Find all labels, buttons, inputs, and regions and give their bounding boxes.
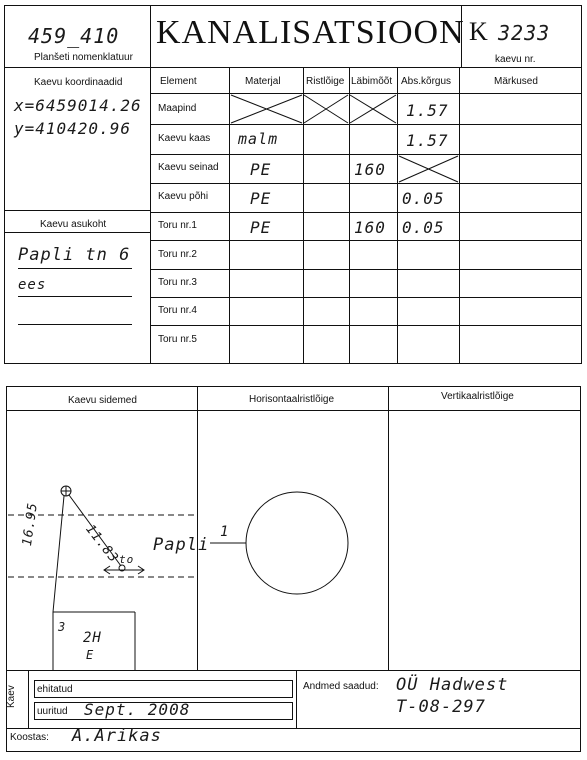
page-title: KANALISATSIOON	[156, 14, 465, 51]
section-ties-label: Kaevu sidemed	[68, 395, 137, 406]
row-label-kaevu-pohi: Kaevu põhi	[158, 191, 209, 202]
col-header-material: Materjal	[245, 76, 281, 87]
row-label-toru-2: Toru nr.2	[158, 249, 197, 260]
building-label: 2H	[83, 630, 102, 646]
col-line-3	[349, 67, 350, 364]
footer-mid-divider	[296, 670, 297, 728]
pipe-number-label: 1	[220, 524, 230, 540]
row-label-toru-4: Toru nr.4	[158, 305, 197, 316]
cell-kaas-material: malm	[238, 130, 279, 148]
cell-toru1-material: PE	[250, 218, 272, 237]
tie-distance-2: 11.83	[82, 522, 122, 567]
footer-kaev-divider	[28, 670, 29, 728]
row-label-toru-3: Toru nr.3	[158, 277, 197, 288]
coords-label: Kaevu koordinaadid	[34, 77, 123, 88]
cell-pohi-height: 0.05	[402, 189, 445, 208]
street-name-label: Papli	[153, 535, 210, 555]
compiled-value: A.Arikas	[72, 726, 162, 746]
k-letter: K	[469, 17, 488, 46]
sections-header-line	[6, 410, 581, 411]
header-divider-left	[150, 5, 151, 364]
col-header-section: Ristlõige	[306, 76, 345, 87]
building-corner-label: 3	[58, 620, 67, 634]
row-line-1	[150, 124, 582, 125]
surveyed-label: uuritud	[37, 706, 68, 717]
location-line2: ees	[18, 277, 47, 293]
cell-kaas-height: 1.57	[406, 131, 449, 150]
cell-toru1-height: 0.05	[402, 218, 445, 237]
built-label: ehitatud	[37, 684, 73, 695]
section-horizontal-label: Horisontaalristlõige	[249, 394, 335, 405]
col-header-element: Element	[160, 76, 197, 87]
coord-y: y=410420.96	[14, 119, 131, 138]
col-header-height: Abs.kõrgus	[401, 76, 452, 87]
row-label-maapind: Maapind	[158, 103, 197, 114]
row-line-4	[150, 212, 582, 213]
cell-seinad-material: PE	[250, 160, 272, 179]
row-line-7	[150, 297, 582, 298]
sheet-label: Planšeti nomenklatuur	[34, 52, 133, 63]
row-line-3	[150, 183, 582, 184]
well-number: 3233	[498, 21, 551, 45]
row-label-kaevu-kaas: Kaevu kaas	[158, 133, 211, 144]
location-underline-2	[18, 296, 132, 297]
left-panel-divider	[4, 210, 150, 211]
row-label-toru-5: Toru nr.5	[158, 334, 197, 345]
header-bottom-line	[4, 67, 582, 68]
well-to-label: to	[119, 553, 135, 566]
cell-toru1-diameter: 160	[354, 218, 386, 237]
row-line-8	[150, 325, 582, 326]
section-divider-1	[197, 386, 198, 670]
section-vertical-label: Vertikaalristlõige	[441, 391, 514, 402]
row-label-toru-1: Toru nr.1	[158, 220, 197, 231]
col-line-1	[229, 67, 230, 364]
well-label: kaevu nr.	[495, 54, 536, 65]
compiled-label: Koostas:	[10, 732, 49, 743]
building-sub-label: E	[86, 648, 95, 662]
section-divider-2	[388, 386, 389, 670]
row-line-2	[150, 154, 582, 155]
cell-pohi-material: PE	[250, 189, 272, 208]
row-line-6	[150, 269, 582, 270]
data-source-value-2: T-08-297	[396, 697, 486, 717]
kaev-label: Kaev	[6, 685, 17, 708]
sheet-number: 459_410	[28, 24, 120, 48]
surveyed-value: Sept. 2008	[84, 700, 191, 719]
location-line1: Papli tn 6	[18, 245, 131, 265]
cell-seinad-diameter: 160	[354, 160, 386, 179]
location-underline-1	[18, 268, 132, 269]
col-line-5	[459, 67, 460, 364]
data-source-value-1: OÜ Hadwest	[396, 675, 509, 695]
location-underline-3	[18, 324, 132, 325]
location-label: Kaevu asukoht	[40, 219, 107, 230]
col-header-diameter: Läbimõõt	[351, 76, 393, 87]
row-label-kaevu-seinad: Kaevu seinad	[158, 162, 219, 173]
col-header-notes: Märkused	[494, 76, 538, 87]
col-line-4	[397, 67, 398, 364]
col-line-2	[303, 67, 304, 364]
built-field	[34, 680, 293, 698]
row-line-header	[150, 93, 582, 94]
cell-maapind-height: 1.57	[406, 101, 449, 120]
data-source-label: Andmed saadud:	[303, 681, 379, 692]
location-label-line	[4, 232, 150, 233]
row-line-5	[150, 240, 582, 241]
coord-x: x=6459014.26	[14, 96, 142, 115]
sketch-bottom-line	[6, 670, 581, 671]
tie-distance-1: 16.95	[20, 501, 41, 548]
